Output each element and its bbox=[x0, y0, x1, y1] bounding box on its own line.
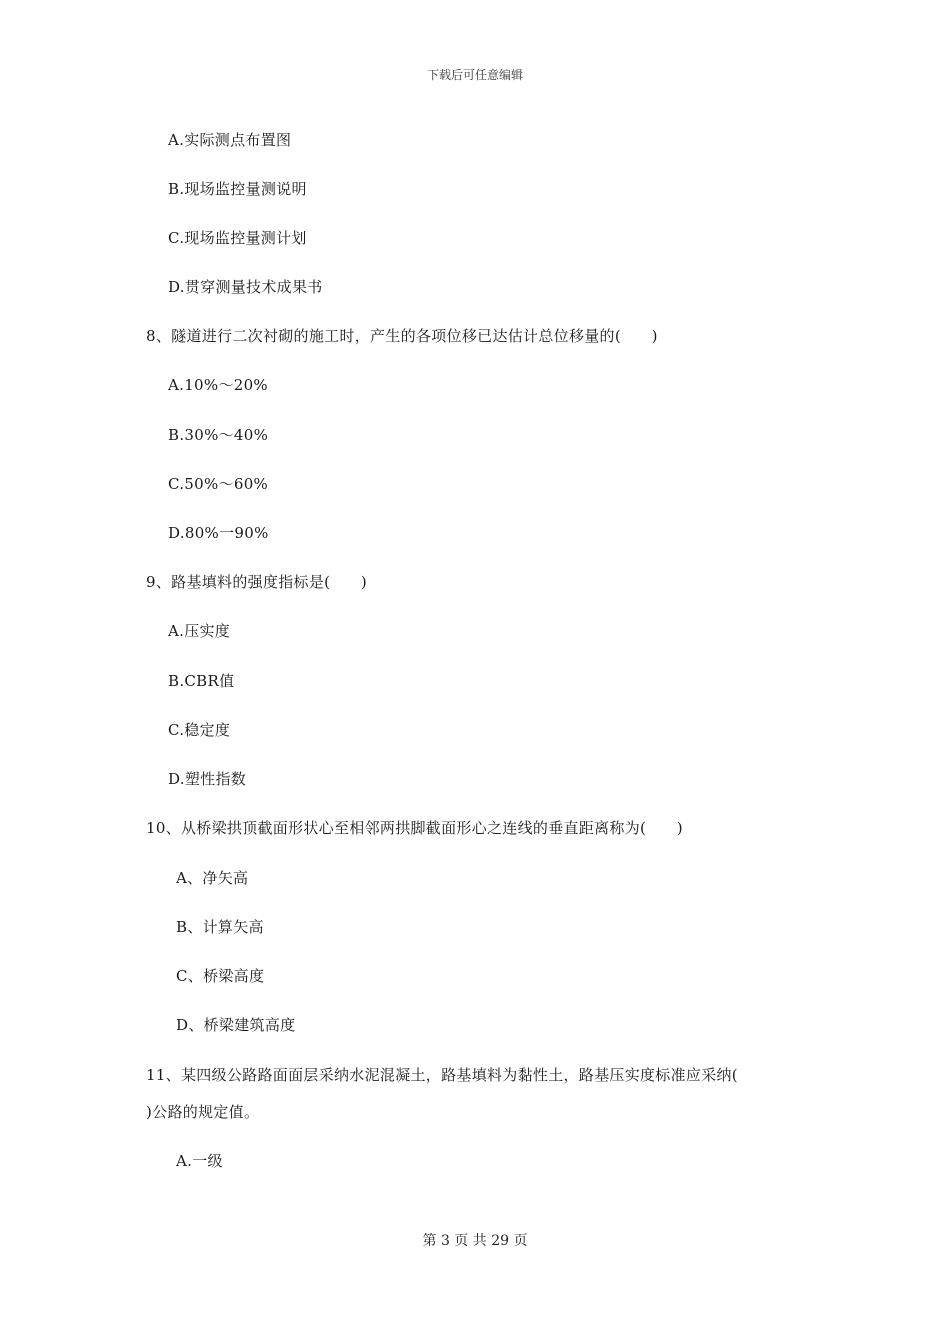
question-11-line-2: )公路的规定值。 bbox=[146, 1103, 260, 1121]
option-b-q9: B.CBR值 bbox=[168, 672, 235, 690]
question-9: 9、路基填料的强度指标是( ) bbox=[146, 573, 368, 591]
option-d-q7: D.贯穿测量技术成果书 bbox=[168, 278, 323, 296]
option-b-q7: B.现场监控量测说明 bbox=[168, 180, 307, 198]
question-10: 10、从桥梁拱顶截面形状心至相邻两拱脚截面形心之连线的垂直距离称为( ) bbox=[146, 819, 683, 837]
question-8: 8、隧道进行二次衬砌的施工时，产生的各项位移已达估计总位移量的( ) bbox=[146, 327, 658, 345]
option-d-q10: D、桥梁建筑高度 bbox=[176, 1016, 296, 1034]
option-c-q9: C.稳定度 bbox=[168, 721, 231, 739]
option-d-q9: D.塑性指数 bbox=[168, 770, 247, 788]
option-a-q7: A.实际测点布置图 bbox=[168, 131, 292, 149]
question-11-line-1: 11、某四级公路路面面层采纳水泥混凝土，路基填料为黏性土，路基压实度标准应采纳( bbox=[146, 1066, 738, 1084]
option-c-q10: C、桥梁高度 bbox=[176, 967, 265, 985]
option-c-q8: C.50%～60% bbox=[168, 475, 269, 493]
option-a-q11: A.一级 bbox=[176, 1152, 223, 1170]
option-b-q8: B.30%～40% bbox=[168, 426, 269, 444]
option-c-q7: C.现场监控量测计划 bbox=[168, 229, 307, 247]
option-a-q9: A.压实度 bbox=[168, 622, 231, 640]
page-header: 下载后可任意编辑 bbox=[426, 68, 523, 82]
option-a-q10: A、净矢高 bbox=[176, 869, 249, 887]
page-footer: 第 3 页 共 29 页 bbox=[422, 1233, 528, 1249]
option-a-q8: A.10%～20% bbox=[168, 376, 268, 394]
option-b-q10: B、计算矢高 bbox=[176, 918, 264, 936]
option-d-q8: D.80%一90% bbox=[168, 524, 269, 542]
